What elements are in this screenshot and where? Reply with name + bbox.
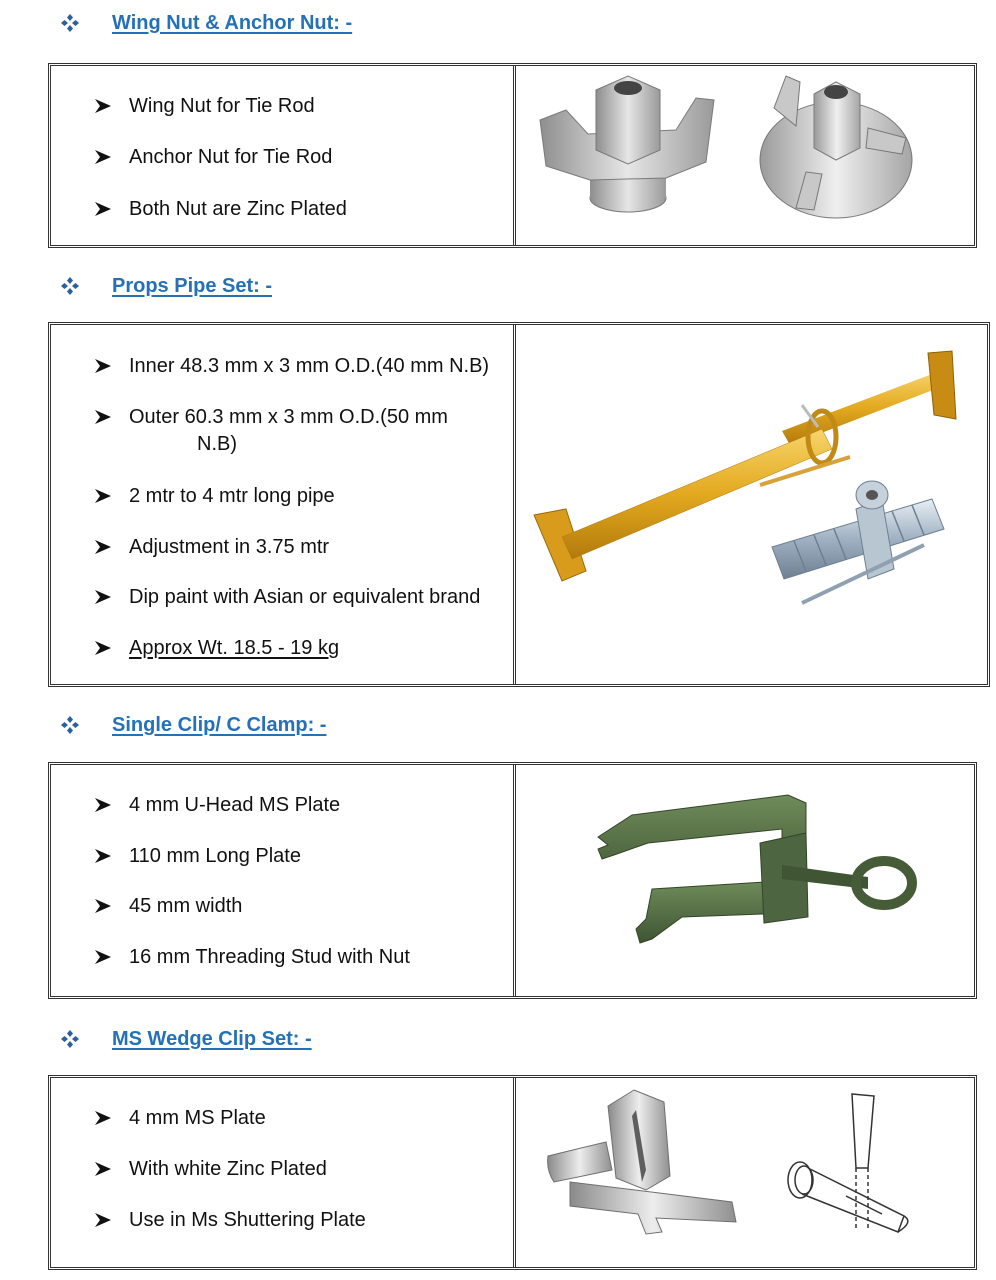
- list-item: Both Nut are Zinc Plated: [95, 196, 347, 223]
- section-heading-wedge-clip: [60, 1024, 312, 1054]
- section-title: MS Wedge Clip Set: -: [112, 1027, 312, 1050]
- diamond-cluster-icon: [60, 1029, 80, 1049]
- arrowhead-icon: [95, 792, 113, 819]
- arrowhead-icon: [95, 1207, 113, 1234]
- list-item: With white Zinc Plated: [95, 1156, 327, 1183]
- image-cell: [516, 325, 987, 684]
- section-title: Props Pipe Set: -: [112, 274, 273, 297]
- props-pipe-image: [532, 349, 962, 609]
- arrowhead-icon: [95, 843, 113, 870]
- list-item: 110 mm Long Plate: [95, 843, 301, 870]
- diamond-cluster-icon: [60, 13, 80, 33]
- spec-list-cell: [51, 765, 516, 996]
- spec-table-props-pipe: [48, 322, 990, 687]
- list-item: Outer 60.3 mm x 3 mm O.D.(50 mm N.B): [95, 404, 448, 458]
- image-cell: [516, 1078, 974, 1267]
- spec-table-wedge-clip: [48, 1075, 977, 1270]
- wedge-clip-image: [546, 1086, 746, 1236]
- arrowhead-icon: [95, 584, 113, 611]
- list-item: Dip paint with Asian or equivalent brand: [95, 584, 480, 611]
- anchor-nut-image: [756, 68, 916, 220]
- arrowhead-icon: [95, 93, 113, 120]
- image-cell: [516, 66, 974, 245]
- arrowhead-icon: [95, 534, 113, 561]
- arrowhead-icon: [95, 1105, 113, 1132]
- arrowhead-icon: [95, 353, 113, 380]
- diamond-cluster-icon: [60, 715, 80, 735]
- section-heading-wing-nut: [60, 8, 352, 38]
- spec-list-cell: [51, 325, 516, 684]
- list-item: Adjustment in 3.75 mtr: [95, 534, 329, 561]
- arrowhead-icon: [95, 144, 113, 171]
- list-item: Wing Nut for Tie Rod: [95, 93, 315, 120]
- list-item: 45 mm width: [95, 893, 242, 920]
- list-item: Anchor Nut for Tie Rod: [95, 144, 332, 171]
- arrowhead-icon: [95, 893, 113, 920]
- arrowhead-icon: [95, 1156, 113, 1183]
- list-item: Inner 48.3 mm x 3 mm O.D.(40 mm N.B): [95, 353, 489, 380]
- spec-table-wing-nut: [48, 63, 977, 248]
- arrowhead-icon: [95, 635, 113, 662]
- list-item: Approx Wt. 18.5 - 19 kg: [95, 635, 339, 662]
- section-heading-props-pipe: [60, 271, 272, 301]
- arrowhead-icon: [95, 483, 113, 510]
- spec-table-c-clamp: [48, 762, 977, 999]
- wedge-pin-drawing: [786, 1090, 926, 1240]
- section-heading-c-clamp: [60, 710, 326, 740]
- diamond-cluster-icon: [60, 276, 80, 296]
- spec-list-cell: [51, 66, 516, 245]
- list-item: 2 mtr to 4 mtr long pipe: [95, 483, 335, 510]
- list-item: Use in Ms Shuttering Plate: [95, 1207, 366, 1234]
- c-clamp-image: [592, 793, 922, 953]
- wing-nut-image: [536, 70, 716, 220]
- section-title: Single Clip/ C Clamp: -: [112, 713, 327, 736]
- section-title: Wing Nut & Anchor Nut: -: [112, 11, 353, 34]
- spec-list-cell: [51, 1078, 516, 1267]
- list-item: 4 mm U-Head MS Plate: [95, 792, 340, 819]
- image-cell: [516, 765, 974, 996]
- arrowhead-icon: [95, 196, 113, 223]
- list-item: 16 mm Threading Stud with Nut: [95, 944, 410, 971]
- arrowhead-icon: [95, 944, 113, 971]
- list-item: 4 mm MS Plate: [95, 1105, 266, 1132]
- arrowhead-icon: [95, 404, 113, 431]
